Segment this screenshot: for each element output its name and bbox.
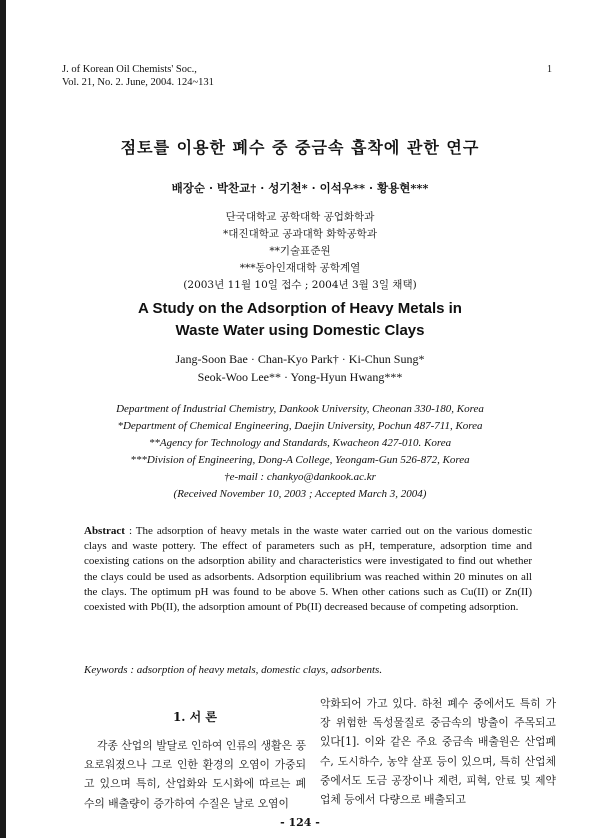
english-authors-line1: Jang-Soon Bae · Chan-Kyo Park† · Ki-Chun Sung* <box>175 352 425 366</box>
journal-citation <box>62 63 214 89</box>
body-column-right: 악화되어 가고 있다. 하천 폐수 중에서도 특히 가장 위험한 독성물질로 중금속의 방출이 주목되고 있다[1]. 이와 같은 주요 중금속 배출원은 산업폐수, 도시하수, 농약 살포 등이 있으며, 특히 산업체 중에서도 도금 공장이나 제련, 피혁, 안료 및 제약 업체 등에서 다량으로 배출되고 <box>320 697 556 807</box>
section-heading-introduction: 1. 서 론 <box>172 710 218 724</box>
english-affiliation-3: **Agency for Technology and Standards, Kwacheon 427-010. Korea <box>148 437 452 449</box>
korean-title: 점토를 이용한 폐수 중 중금속 흡착에 관한 연구 <box>120 138 480 157</box>
korean-authors: 배장순 · 박찬교† · 성기천* · 이석우** · 황용현*** <box>171 181 429 195</box>
korean-affiliation-3: **기술표준원 <box>269 245 331 257</box>
english-title-line2: Waste Water using Domestic Clays <box>175 322 425 339</box>
abstract-text: : The adsorption of heavy metals in the waste water carried out on the various domestic clays and waste pottery. The effect of parameters such as pH, temperature, adsorption time and coexisting cations on the adsorption ability and characteristics were investigated to find out whether the clays could be used as adsorbents. Adsorption equilibrium was reached within 20 minutes on all the clays. The optimum pH was found to be above 5. When other cations such as Cu(II) or Zn(II) coexisted with Pb(II), the adsorption amount of Pb(II) decreased because of competing adsorption. <box>84 525 532 614</box>
english-affiliation-2: *Department of Chemical Engineering, Daejin University, Pochun 487-711, Korea <box>117 420 483 432</box>
english-title-line1: A Study on the Adsorption of Heavy Metals in <box>138 300 462 317</box>
body-column-left: 각종 산업의 발달로 인하여 인류의 생활은 풍요로워졌으나 그로 인한 환경의 오염이 가중되고 있으며 특히, 산업화와 도시화에 따르는 폐수의 배출량이 증가하여 수질은 날로 오염이 <box>84 739 306 810</box>
corner-page-number: 1 <box>547 64 552 75</box>
english-title <box>0 298 600 342</box>
korean-affiliation-2: *대진대학교 공과대학 화학공학과 <box>223 228 377 240</box>
journal-name: J. of Korean Oil Chemists' Soc., <box>62 64 197 75</box>
corresponding-email: †e-mail : chankyo@dankook.ac.kr <box>224 471 376 483</box>
english-affiliation-4: ***Division of Engineering, Dong-A College, Yeongam-Gun 526-872, Korea <box>130 454 470 466</box>
received-date-en: (Received November 10, 2003 ; Accepted March 3, 2004) <box>173 488 427 500</box>
english-affiliation-1: Department of Industrial Chemistry, Dankook University, Cheonan 330-180, Korea <box>116 403 484 415</box>
keywords: Keywords : adsorption of heavy metals, domestic clays, adsorbents. <box>84 664 383 676</box>
abstract-label: Abstract <box>84 525 125 537</box>
received-date-ko: (2003년 11월 10일 접수 ; 2004년 3월 3일 채택) <box>183 279 417 291</box>
korean-affiliation-4: ***동아인재대학 공학계열 <box>239 262 361 274</box>
page-number: - 124 - <box>280 816 320 829</box>
english-authors-line2: Seok-Woo Lee** · Yong-Hyun Hwang*** <box>197 370 403 384</box>
abstract <box>84 524 532 615</box>
korean-affiliation-1: 단국대학교 공학대학 공업화학과 <box>225 211 375 223</box>
journal-volume: Vol. 21, No. 2. June, 2004. 124~131 <box>62 77 214 88</box>
